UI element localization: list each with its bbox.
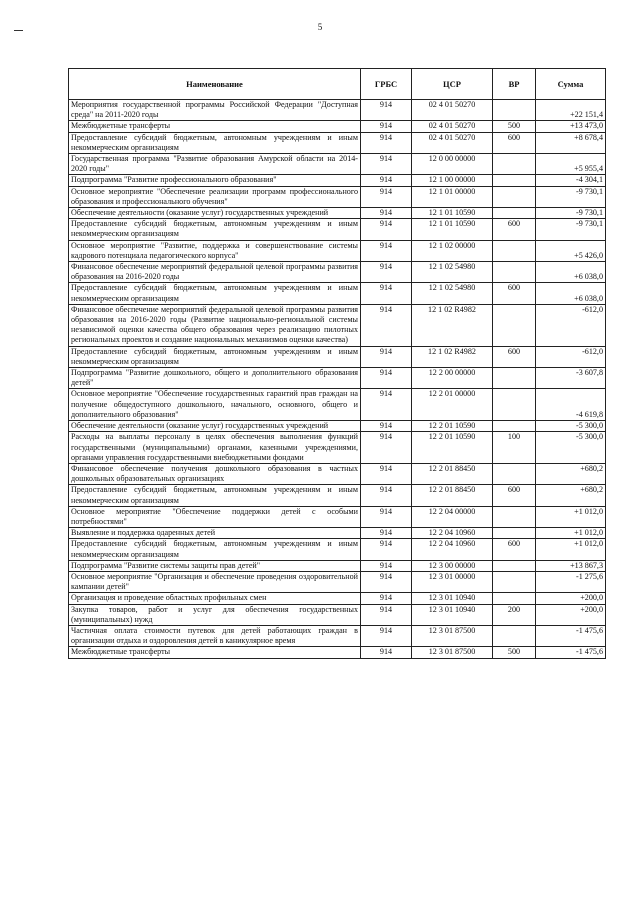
table-header-row [69, 69, 606, 100]
table-row [69, 368, 606, 389]
row-name: Мероприятия государственной программы Российской Федерации "Доступная среда" на 2011-2020 годы [69, 100, 361, 121]
row-vr: 100 [493, 432, 536, 464]
row-csr: 12 2 01 10590 [412, 421, 493, 432]
row-csr: 02 4 01 50270 [412, 121, 493, 132]
header-name: Наименование [69, 69, 361, 100]
row-vr [493, 560, 536, 571]
row-grbs: 914 [361, 100, 412, 121]
row-csr: 12 2 04 10960 [412, 528, 493, 539]
row-grbs: 914 [361, 283, 412, 304]
row-name: Финансовое обеспечение получения дошкольного образования в частных дошкольных образовательных организациях [69, 463, 361, 484]
row-csr: 12 2 04 00000 [412, 506, 493, 527]
row-csr: 02 4 01 50270 [412, 132, 493, 153]
row-vr [493, 368, 536, 389]
table-row [69, 539, 606, 560]
row-name: Выявление и поддержка одаренных детей [69, 528, 361, 539]
row-vr [493, 304, 536, 346]
row-vr [493, 208, 536, 219]
row-csr: 12 1 01 00000 [412, 186, 493, 207]
row-vr [493, 506, 536, 527]
row-name: Предоставление субсидий бюджетным, автономным учреждениям и иным некоммерческим организациям [69, 485, 361, 506]
row-grbs: 914 [361, 625, 412, 646]
row-grbs: 914 [361, 154, 412, 175]
row-vr [493, 186, 536, 207]
row-name: Финансовое обеспечение мероприятий федеральной целевой программы развития образования на 2016-2020 годы (Развитие национально-региональной системы независимой оценки качества общего образования через реализацию пилотных региональных проектов и создание национальных механизмов оценки качества) [69, 304, 361, 346]
row-vr: 500 [493, 121, 536, 132]
row-sum: -612,0 [536, 304, 606, 346]
row-grbs: 914 [361, 463, 412, 484]
table-row [69, 154, 606, 175]
row-sum: -3 607,8 [536, 368, 606, 389]
row-csr: 12 2 01 10590 [412, 432, 493, 464]
row-grbs: 914 [361, 485, 412, 506]
row-sum: +22 151,4 [536, 100, 606, 121]
table-row [69, 593, 606, 604]
row-name: Расходы на выплаты персоналу в целях обеспечения выполнения функций государственными (муниципальными) органами, казенными учреждениями, органами управления государственными внебюджетными фондами [69, 432, 361, 464]
header-vr: ВР [493, 69, 536, 100]
row-sum: +1 012,0 [536, 539, 606, 560]
row-name: Закупка товаров, работ и услуг для обеспечения государственных (муниципальных) нужд [69, 604, 361, 625]
row-name: Предоставление субсидий бюджетным, автономным учреждениям и иным некоммерческим организациям [69, 283, 361, 304]
row-name: Основное мероприятие "Обеспечение государственных гарантий прав граждан на получение общедоступного дошкольного, начального, основного, общего и дополнительного образования" [69, 389, 361, 421]
row-vr [493, 625, 536, 646]
row-sum: -1 275,6 [536, 571, 606, 592]
row-grbs: 914 [361, 121, 412, 132]
row-grbs: 914 [361, 175, 412, 186]
row-vr [493, 154, 536, 175]
table-row [69, 560, 606, 571]
row-csr: 12 1 01 10590 [412, 208, 493, 219]
row-csr: 12 2 04 10960 [412, 539, 493, 560]
row-vr: 600 [493, 219, 536, 240]
table-row [69, 506, 606, 527]
row-grbs: 914 [361, 240, 412, 261]
row-sum: +8 678,4 [536, 132, 606, 153]
row-grbs: 914 [361, 647, 412, 658]
row-name: Финансовое обеспечение мероприятий федеральной целевой программы развития образования на 2016-2020 годы [69, 262, 361, 283]
row-csr: 12 1 02 54980 [412, 262, 493, 283]
row-vr: 200 [493, 604, 536, 625]
table-row [69, 647, 606, 658]
row-sum: -9 730,1 [536, 208, 606, 219]
row-vr: 600 [493, 485, 536, 506]
row-sum: +1 012,0 [536, 528, 606, 539]
row-vr [493, 421, 536, 432]
row-grbs: 914 [361, 208, 412, 219]
row-grbs: 914 [361, 262, 412, 283]
row-name: Обеспечение деятельности (оказание услуг) государственных учреждений [69, 208, 361, 219]
row-grbs: 914 [361, 389, 412, 421]
page-number: 5 [317, 22, 323, 32]
table-row [69, 186, 606, 207]
table-row [69, 604, 606, 625]
row-sum: -5 300,0 [536, 421, 606, 432]
row-name: Основное мероприятие "Организация и обеспечение проведения оздоровительной кампании детей" [69, 571, 361, 592]
header-csr: ЦСР [412, 69, 493, 100]
row-name: Организация и проведение областных профильных смен [69, 593, 361, 604]
row-vr [493, 389, 536, 421]
row-csr: 12 3 00 00000 [412, 560, 493, 571]
table-row [69, 121, 606, 132]
table-row [69, 421, 606, 432]
table-row [69, 208, 606, 219]
row-sum: +6 038,0 [536, 283, 606, 304]
row-vr [493, 100, 536, 121]
row-name: Обеспечение деятельности (оказание услуг) государственных учреждений [69, 421, 361, 432]
row-grbs: 914 [361, 132, 412, 153]
row-csr: 12 3 01 00000 [412, 571, 493, 592]
row-csr: 12 1 02 00000 [412, 240, 493, 261]
row-grbs: 914 [361, 560, 412, 571]
row-csr: 12 3 01 87500 [412, 625, 493, 646]
row-vr: 600 [493, 283, 536, 304]
table-row [69, 571, 606, 592]
row-grbs: 914 [361, 571, 412, 592]
row-grbs: 914 [361, 304, 412, 346]
row-sum: -9 730,1 [536, 186, 606, 207]
row-name: Государственная программа "Развитие образования Амурской области на 2014-2020 годы" [69, 154, 361, 175]
row-sum: -1 475,6 [536, 647, 606, 658]
row-vr: 600 [493, 346, 536, 367]
row-sum: -1 475,6 [536, 625, 606, 646]
row-name: Подпрограмма "Развитие дошкольного, общего и дополнительного образования детей" [69, 368, 361, 389]
row-csr: 12 1 02 R4982 [412, 304, 493, 346]
row-grbs: 914 [361, 346, 412, 367]
row-csr: 12 1 00 00000 [412, 175, 493, 186]
row-vr [493, 175, 536, 186]
row-grbs: 914 [361, 539, 412, 560]
row-vr [493, 528, 536, 539]
row-sum: -9 730,1 [536, 219, 606, 240]
table-row [69, 485, 606, 506]
row-name: Межбюджетные трансферты [69, 647, 361, 658]
row-grbs: 914 [361, 506, 412, 527]
row-grbs: 914 [361, 421, 412, 432]
row-csr: 12 2 01 88450 [412, 485, 493, 506]
row-vr [493, 593, 536, 604]
row-grbs: 914 [361, 604, 412, 625]
row-sum: +13 867,3 [536, 560, 606, 571]
row-vr [493, 571, 536, 592]
table-row [69, 132, 606, 153]
row-vr: 600 [493, 539, 536, 560]
row-name: Предоставление субсидий бюджетным, автономным учреждениям и иным некоммерческим организациям [69, 539, 361, 560]
row-name: Предоставление субсидий бюджетным, автономным учреждениям и иным некоммерческим организациям [69, 346, 361, 367]
row-name: Основное мероприятие "Обеспечение поддержки детей с особыми потребностями" [69, 506, 361, 527]
table-row [69, 262, 606, 283]
table-row [69, 346, 606, 367]
row-sum: +13 473,0 [536, 121, 606, 132]
table-row [69, 389, 606, 421]
row-sum: -5 300,0 [536, 432, 606, 464]
row-name: Основное мероприятие "Обеспечение реализации программ профессионального образования и профессионального обучения" [69, 186, 361, 207]
row-sum: -4 304,1 [536, 175, 606, 186]
table-row [69, 283, 606, 304]
row-grbs: 914 [361, 528, 412, 539]
row-sum: -4 619,8 [536, 389, 606, 421]
row-csr: 12 3 01 10940 [412, 593, 493, 604]
table-row [69, 175, 606, 186]
table-row [69, 432, 606, 464]
row-vr [493, 262, 536, 283]
row-csr: 12 1 02 R4982 [412, 346, 493, 367]
row-vr [493, 463, 536, 484]
row-sum: +200,0 [536, 604, 606, 625]
row-grbs: 914 [361, 186, 412, 207]
row-csr: 12 2 01 00000 [412, 389, 493, 421]
row-sum: +680,2 [536, 485, 606, 506]
table-row [69, 240, 606, 261]
row-grbs: 914 [361, 432, 412, 464]
table-row [69, 528, 606, 539]
row-csr: 12 0 00 00000 [412, 154, 493, 175]
row-name: Межбюджетные трансферты [69, 121, 361, 132]
row-grbs: 914 [361, 593, 412, 604]
row-vr: 500 [493, 647, 536, 658]
row-name: Подпрограмма "Развитие профессионального образования" [69, 175, 361, 186]
row-name: Предоставление субсидий бюджетным, автономным учреждениям и иным некоммерческим организациям [69, 132, 361, 153]
row-sum: +1 012,0 [536, 506, 606, 527]
row-grbs: 914 [361, 368, 412, 389]
table-row [69, 219, 606, 240]
header-sum: Сумма [536, 69, 606, 100]
budget-table [68, 68, 606, 659]
row-csr: 12 2 01 88450 [412, 463, 493, 484]
row-name: Подпрограмма "Развитие системы защиты прав детей" [69, 560, 361, 571]
row-csr: 12 2 00 00000 [412, 368, 493, 389]
row-sum: +5 426,0 [536, 240, 606, 261]
row-name: Предоставление субсидий бюджетным, автономным учреждениям и иным некоммерческим организациям [69, 219, 361, 240]
table-body [69, 100, 606, 659]
row-sum: +680,2 [536, 463, 606, 484]
row-name: Частичная оплата стоимости путевок для детей работающих граждан в организации отдыха и оздоровления детей в каникулярное время [69, 625, 361, 646]
table-row [69, 625, 606, 646]
row-csr: 12 1 01 10590 [412, 219, 493, 240]
row-sum: +200,0 [536, 593, 606, 604]
row-sum: +5 955,4 [536, 154, 606, 175]
row-csr: 02 4 01 50270 [412, 100, 493, 121]
row-sum: +6 038,0 [536, 262, 606, 283]
row-sum: -612,0 [536, 346, 606, 367]
row-csr: 12 3 01 87500 [412, 647, 493, 658]
table-row [69, 100, 606, 121]
row-grbs: 914 [361, 219, 412, 240]
row-csr: 12 3 01 10940 [412, 604, 493, 625]
row-vr [493, 240, 536, 261]
table-row [69, 304, 606, 346]
row-vr: 600 [493, 132, 536, 153]
row-csr: 12 1 02 54980 [412, 283, 493, 304]
table-row [69, 463, 606, 484]
row-name: Основное мероприятие "Развитие, поддержка и совершенствование системы кадрового потенциала педагогического корпуса" [69, 240, 361, 261]
header-grbs: ГРБС [361, 69, 412, 100]
